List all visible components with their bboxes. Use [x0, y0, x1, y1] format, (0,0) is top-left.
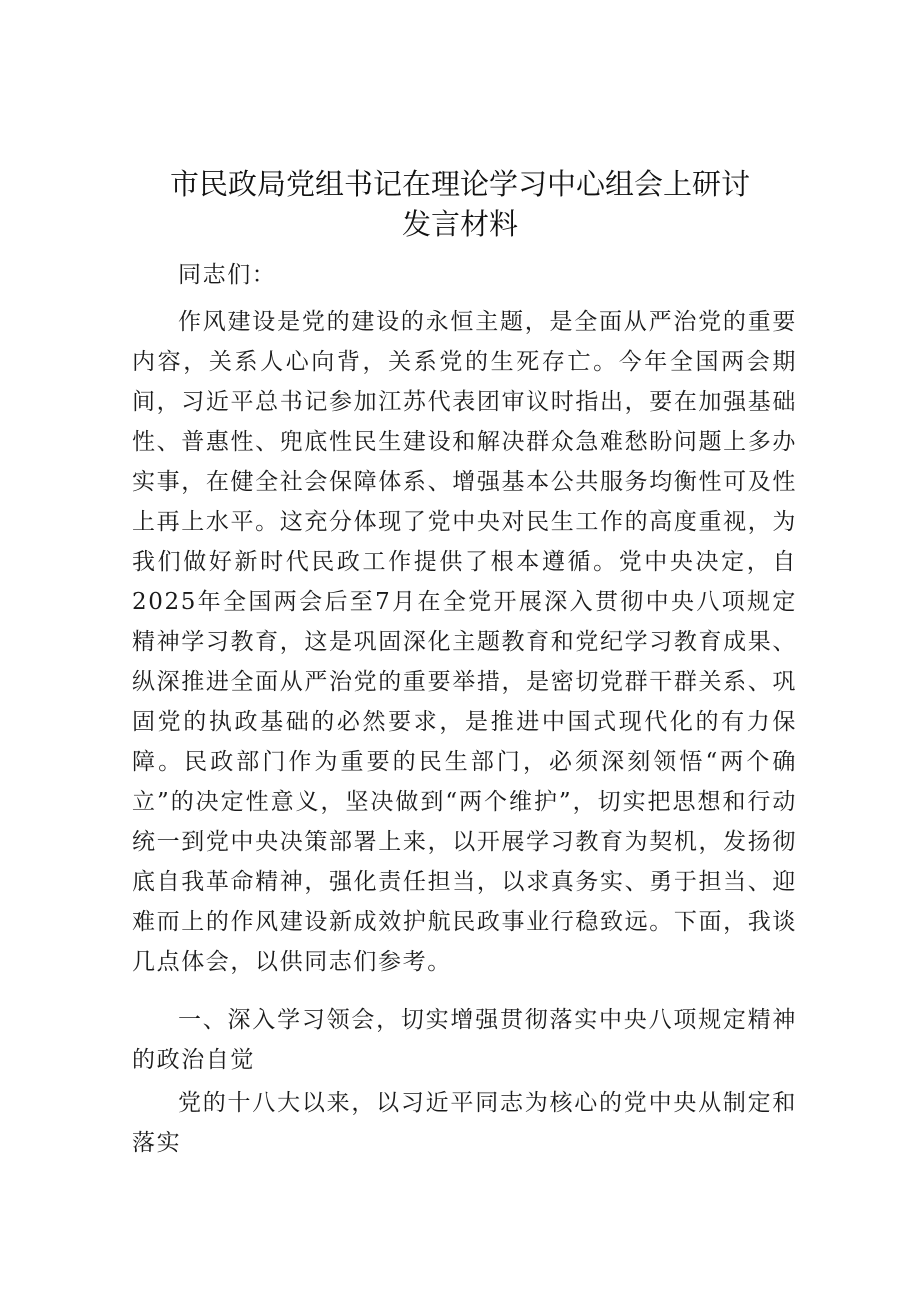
document-title-line-1: 市民政局党组书记在理论学习中心组会上研讨 [169, 167, 750, 201]
body-paragraph-1: 作风建设是党的建设的永恒主题，是全面从严治党的重要内容，关系人心向背，关系党的生死存亡。今年全国两会期间，习近平总书记参加江苏代表团审议时指出，要在加强基础性、普惠性、兜底性民生建设和解决群众急难愁盼问题上多办实事，在健全社会保障体系、增强基本公共服务均衡性可及性上再上水平。这充分体现了党中央对民生工作的高度重视，为我们做好新时代民政工作提供了根本遵循。党中央决定，自2025年全国两会后至7月在全党开展深入贯彻中央八项规定精神学习教育，这是巩固深化主题教育和党纪学习教育成果、纵深推进全面从严治党的重要举措，是密切党群干群关系、巩固党的执政基础的必然要求，是推进中国式现代化的有力保障。民政部门作为重要的民生部门，必须深刻领悟“两个确立”的决定性意义，坚决做到“两个维护”，切实把思想和行动统一到党中央决策部署上来，以开展学习教育为契机，发扬彻底自我革命精神，强化责任担当，以求真务实、勇于担当、迎难而上的作风建设新成效护航民政事业行稳致远。下面，我谈几点体会，以供同志们参考。 [132, 309, 797, 975]
section-heading-1: 一、深入学习领会，切实增强贯彻落实中央八项规定精神的政治自觉 [132, 1007, 797, 1073]
salutation: 同志们： [178, 262, 277, 288]
document-title-line-2: 发言材料 [401, 207, 518, 241]
body-paragraph-2: 党的十八大以来，以习近平同志为核心的党中央从制定和落实 [132, 1090, 797, 1156]
